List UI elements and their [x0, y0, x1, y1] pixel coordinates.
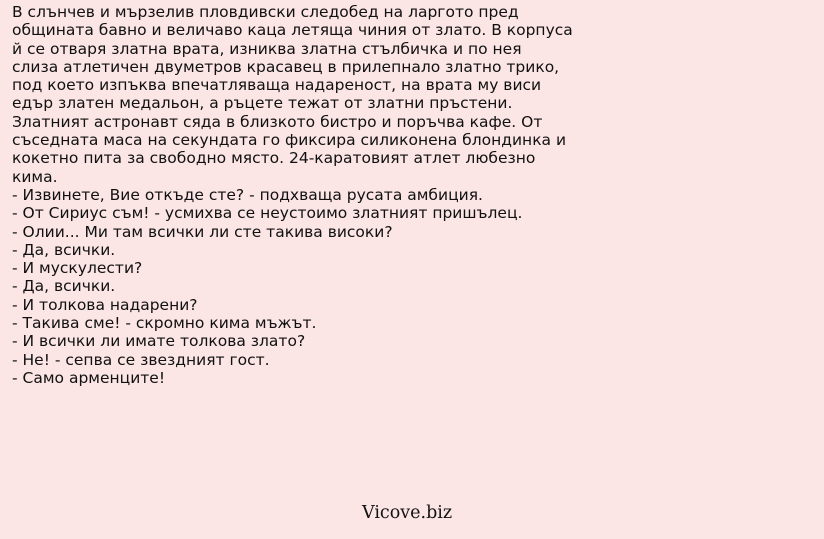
dialogue-line: - Само арменците!	[12, 368, 166, 387]
dialogue-line: - И мускулести?	[12, 259, 143, 278]
site-watermark: Vicove.biz	[362, 503, 453, 523]
story-line: общината бавно и величаво каца летяща чиния от злато. В корпуса	[12, 21, 573, 40]
story-line: кокетно пита за свободно място. 24-каратовият атлет любезно	[12, 149, 536, 168]
dialogue-line: - И всички ли имате толкова злато?	[12, 332, 306, 351]
dialogue-line: - Такива сме! - скромно кима мъжът.	[12, 314, 317, 333]
story-line: Златният астронавт сяда в близкото бистро и поръчва кафе. От	[12, 112, 543, 131]
dialogue-line: - Да, всички.	[12, 240, 116, 259]
story-line: кима.	[12, 167, 58, 186]
dialogue-line: - Не! - сепва се звездният гост.	[12, 350, 270, 369]
story-paragraph	[12, 3, 817, 186]
story-line: В слънчев и мързелив пловдивски следобед на ларгото пред	[12, 3, 519, 21]
dialogue-block	[12, 186, 817, 387]
dialogue-line: - Извинете, Вие откъде сте? - подхваща русата амбиция.	[12, 185, 483, 204]
story-line: й се отваря златна врата, изниква златна стълбичка и по нея	[12, 39, 522, 58]
dialogue-line: - Да, всички.	[12, 277, 116, 296]
dialogue-line: - И толкова надарени?	[12, 295, 198, 314]
story-line: под което изпъква впечатляваща надареност, на врата му виси	[12, 76, 542, 95]
story-line: съседната маса на секундата го фиксира силиконена блондинка и	[12, 131, 567, 150]
dialogue-line: - Олии... Ми там всички ли сте такива високи?	[12, 222, 393, 241]
dialogue-line: - От Сириус съм! - усмихва се неустоимо златният пришълец.	[12, 204, 523, 223]
story-line: слиза атлетичен двуметров красавец в прилепнало златно трико,	[12, 57, 560, 76]
joke-text	[12, 3, 817, 387]
story-line: едър златен медальон, а ръцете тежат от златни пръстени.	[12, 94, 513, 113]
